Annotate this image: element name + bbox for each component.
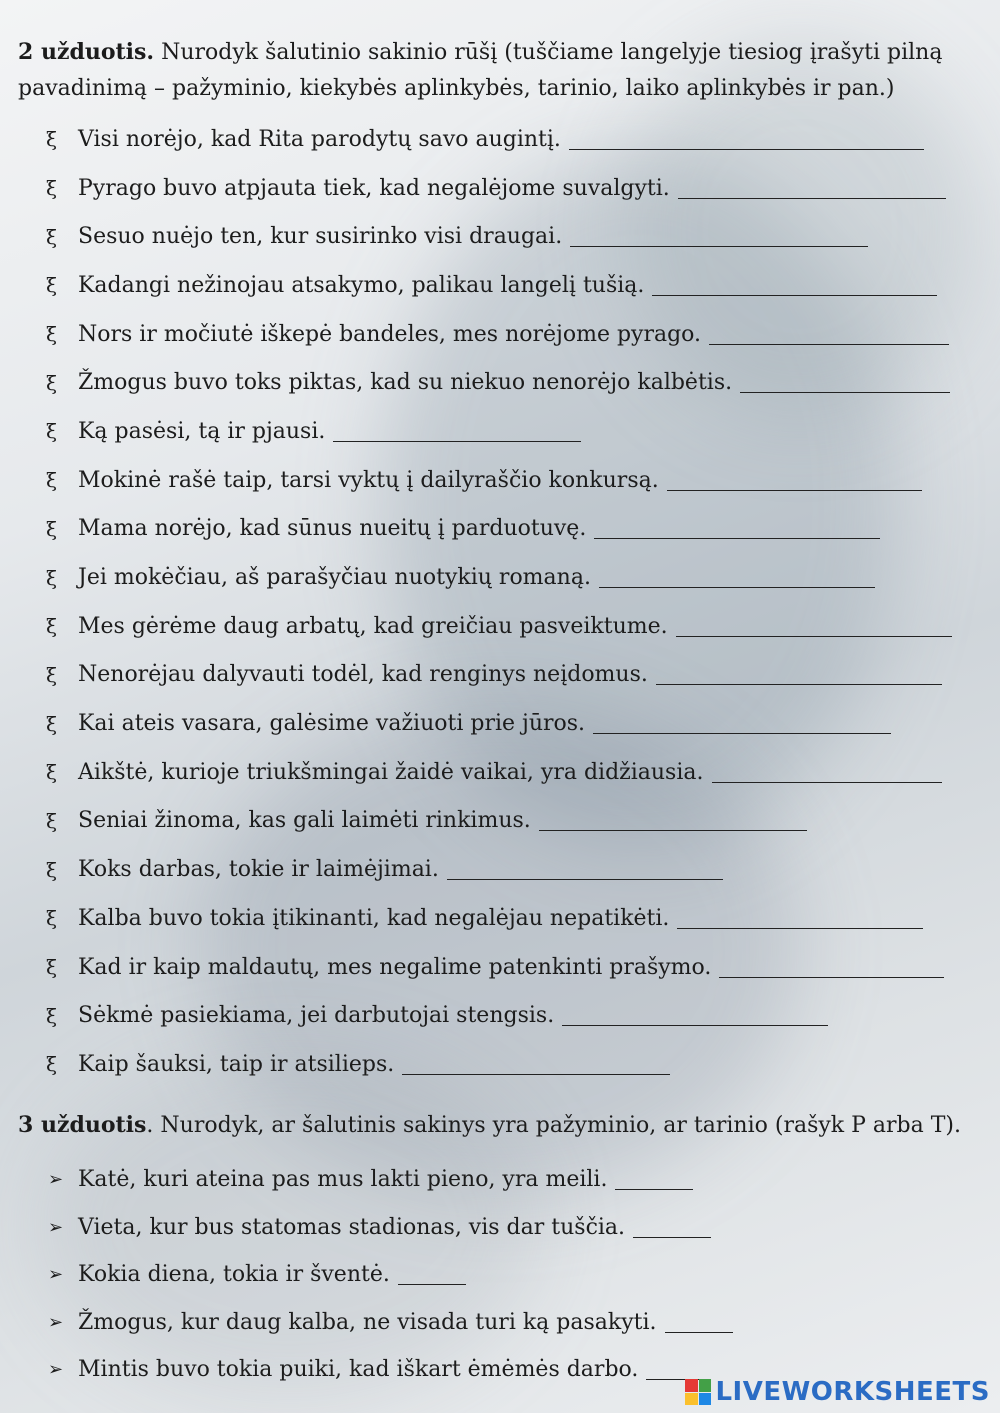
- answer-field[interactable]: [740, 372, 950, 393]
- sentence: Jei mokėčiau, aš parašyčiau nuotykių romaną.: [78, 565, 591, 591]
- xi-bullet-icon: ξ: [46, 224, 58, 249]
- sentence: Mokinė rašė taip, tarsi vyktų į dailyraščio konkursą.: [78, 467, 659, 493]
- sentence: Mes gėrėme daug arbatų, kad greičiau pasveiktume.: [78, 613, 668, 639]
- xi-bullet-icon: ξ: [46, 711, 58, 736]
- xi-bullet-icon: ξ: [46, 1003, 58, 1028]
- list-item: [18, 212, 970, 261]
- xi-bullet-icon: ξ: [46, 516, 58, 541]
- task3-list: [18, 1156, 970, 1394]
- list-item: [18, 894, 970, 943]
- answer-field[interactable]: [652, 275, 937, 296]
- sentence: Aikštė, kurioje triukšmingai žaidė vaikai, yra didžiausia.: [78, 759, 704, 785]
- logo-square-blue: [699, 1393, 712, 1406]
- answer-field[interactable]: [719, 957, 944, 978]
- answer-field[interactable]: [677, 908, 923, 929]
- answer-field[interactable]: [570, 226, 868, 247]
- sentence: Sesuo nuėjo ten, kur susirinko visi draugai.: [78, 224, 563, 250]
- answer-field[interactable]: [667, 470, 922, 491]
- list-item: [18, 1251, 970, 1299]
- answer-field[interactable]: [594, 518, 880, 539]
- sentence: Ką pasėsi, tą ir pjausi.: [78, 418, 326, 444]
- list-item: [18, 651, 970, 700]
- answer-field[interactable]: [676, 616, 952, 637]
- sentence: Nenorėjau dalyvauti todėl, kad renginys neįdomus.: [78, 662, 648, 688]
- answer-field[interactable]: [398, 1264, 466, 1285]
- logo-square-red: [685, 1379, 698, 1392]
- task2-number: 2 užduotis.: [18, 39, 155, 65]
- arrow-bullet-icon: ➢: [48, 1359, 64, 1380]
- sentence: Sėkmė pasiekiama, jei darbutojai stengsis.: [78, 1003, 555, 1029]
- list-item: [18, 699, 970, 748]
- answer-field[interactable]: [615, 1169, 693, 1190]
- sentence: Pyrago buvo atpjauta tiek, kad negalėjome suvalgyti.: [78, 175, 670, 201]
- xi-bullet-icon: ξ: [46, 370, 58, 395]
- liveworksheets-logo: [685, 1377, 990, 1407]
- list-item: [18, 943, 970, 992]
- answer-field[interactable]: [333, 421, 581, 442]
- list-item: [18, 1203, 970, 1251]
- list-item: [18, 1040, 970, 1089]
- xi-bullet-icon: ξ: [46, 857, 58, 882]
- list-item: [18, 797, 970, 846]
- liveworksheets-logo-text: LIVEWORKSHEETS: [715, 1377, 990, 1407]
- logo-square-green: [699, 1379, 712, 1392]
- xi-bullet-icon: ξ: [46, 322, 58, 347]
- list-item: [18, 602, 970, 651]
- list-item: [18, 115, 970, 164]
- answer-field[interactable]: [656, 664, 942, 685]
- list-item: [18, 553, 970, 602]
- list-item: [18, 407, 970, 456]
- sentence: Kai ateis vasara, galėsime važiuoti prie jūros.: [78, 711, 586, 737]
- sentence: Vieta, kur bus statomas stadionas, vis dar tuščia.: [78, 1214, 626, 1240]
- xi-bullet-icon: ξ: [46, 614, 58, 639]
- answer-field[interactable]: [633, 1217, 711, 1238]
- sentence: Kalba buvo tokia įtikinanti, kad negalėjau nepatikėti.: [78, 905, 670, 931]
- arrow-bullet-icon: ➢: [48, 1216, 64, 1238]
- xi-bullet-icon: ξ: [46, 468, 58, 493]
- task3-heading: [18, 1107, 970, 1144]
- task3-number: 3 užduotis: [18, 1111, 147, 1138]
- sentence: Žmogus, kur daug kalba, ne visada turi ką pasakyti.: [78, 1309, 657, 1335]
- worksheet: [18, 34, 970, 1393]
- sentence: Visi norėjo, kad Rita parodytų savo augintį.: [78, 126, 561, 152]
- answer-field[interactable]: [447, 859, 723, 880]
- answer-field[interactable]: [402, 1054, 670, 1075]
- answer-field[interactable]: [665, 1312, 733, 1333]
- list-item: [18, 164, 970, 213]
- sentence: Kad ir kaip maldautų, mes negalime patenkinti prašymo.: [78, 954, 712, 980]
- list-item: [18, 505, 970, 554]
- xi-bullet-icon: ξ: [46, 906, 58, 931]
- xi-bullet-icon: ξ: [46, 176, 58, 201]
- xi-bullet-icon: ξ: [46, 273, 58, 298]
- sentence: Kokia diena, tokia ir šventė.: [78, 1262, 390, 1287]
- answer-field[interactable]: [569, 129, 924, 150]
- list-item: [18, 1156, 970, 1204]
- arrow-bullet-icon: ➢: [48, 1169, 64, 1190]
- task2-heading: [18, 34, 970, 107]
- list-item: [18, 1298, 970, 1346]
- sentence: Katė, kuri ateina pas mus lakti pieno, yra meili.: [78, 1167, 608, 1192]
- xi-bullet-icon: ξ: [46, 808, 58, 833]
- sentence: Mama norėjo, kad sūnus nueitų į parduotuvę.: [78, 516, 587, 542]
- arrow-bullet-icon: ➢: [48, 1311, 64, 1333]
- answer-field[interactable]: [599, 567, 875, 588]
- xi-bullet-icon: ξ: [46, 662, 58, 687]
- list-item: [18, 261, 970, 310]
- answer-field[interactable]: [539, 810, 807, 831]
- xi-bullet-icon: ξ: [46, 127, 58, 152]
- arrow-bullet-icon: ➢: [48, 1264, 64, 1285]
- answer-field[interactable]: [712, 762, 942, 783]
- sentence: Nors ir močiutė iškepė bandeles, mes norėjome pyrago.: [78, 321, 702, 347]
- xi-bullet-icon: ξ: [46, 1052, 58, 1077]
- sentence: Koks darbas, tokie ir laimėjimai.: [78, 857, 439, 883]
- list-item: [18, 456, 970, 505]
- list-item: [18, 310, 970, 359]
- task2-instruction: Nurodyk šalutinio sakinio rūšį (tuščiame langelyje tiesiog įrašyti pilną pavadinimą – pažyminio, kiekybės aplinkybės, tarinio, laiko aplinkybės ir pan.): [18, 40, 943, 101]
- answer-field[interactable]: [562, 1005, 828, 1026]
- xi-bullet-icon: ξ: [46, 419, 58, 444]
- list-item: [18, 991, 970, 1040]
- logo-square-yellow: [685, 1393, 698, 1406]
- list-item: [18, 358, 970, 407]
- sentence: Kaip šauksi, taip ir atsilieps.: [78, 1051, 395, 1077]
- xi-bullet-icon: ξ: [46, 760, 58, 785]
- answer-field[interactable]: [709, 324, 949, 345]
- liveworksheets-logo-icon: [685, 1379, 711, 1405]
- list-item: [18, 748, 970, 797]
- sentence: Žmogus buvo toks piktas, kad su niekuo nenorėjo kalbėtis.: [78, 370, 733, 396]
- sentence: Seniai žinoma, kas gali laimėti rinkimus.: [78, 808, 531, 834]
- sentence: Kadangi nežinojau atsakymo, palikau langelį tušią.: [78, 272, 645, 298]
- answer-field[interactable]: [678, 178, 946, 199]
- task2-list: [18, 115, 970, 1089]
- answer-field[interactable]: [593, 713, 891, 734]
- list-item: [18, 845, 970, 894]
- task3-instruction: . Nurodyk, ar šalutinis sakinys yra pažyminio, ar tarinio (rašyk P arba T).: [146, 1112, 961, 1138]
- xi-bullet-icon: ξ: [46, 565, 58, 590]
- sentence: Mintis buvo tokia puiki, kad iškart ėmėmės darbo.: [78, 1357, 639, 1382]
- xi-bullet-icon: ξ: [46, 955, 58, 980]
